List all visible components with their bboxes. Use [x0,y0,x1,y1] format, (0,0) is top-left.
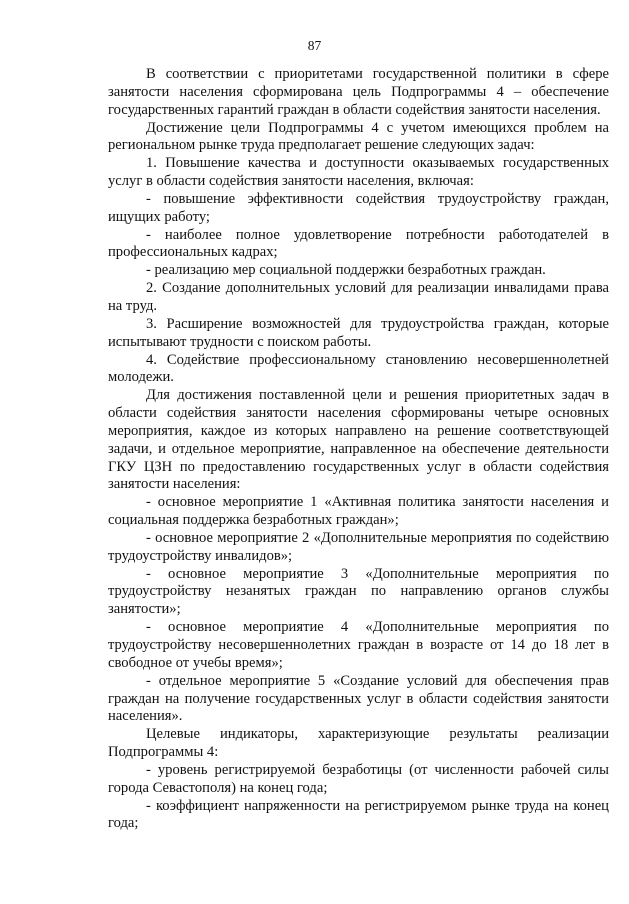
paragraph-tasks-intro: Достижение цели Подпрограммы 4 с учетом имеющихся проблем на региональном рынке труда предполагает решение следующих задач: [108,119,609,154]
task-1: 1. Повышение качества и доступности оказываемых государственных услуг в области содействия занятости населения, включая: [108,155,609,190]
measure-1: - основное мероприятие 1 «Активная политика занятости населения и социальная поддержка безработных граждан»; [108,494,609,529]
paragraph-indicators-intro: Целевые индикаторы, характеризующие результаты реализации Подпрограммы 4: [108,726,609,761]
page-number: 87 [307,38,322,53]
indicator-2: - коэффициент напряженности на регистрируемом рынке труда на конец года; [108,797,609,832]
task-3: 3. Расширение возможностей для трудоустройства граждан, которые испытывают трудности с поиском работы. [108,315,609,350]
task-1-item-2: - наиболее полное удовлетворение потребности работодателей в профессиональных кадрах; [108,226,609,261]
document-body [108,66,609,833]
paragraph-measures-intro: Для достижения поставленной цели и решения приоритетных задач в области содействия занятости населения сформированы четыре основных мероприятия, каждое из которых направлено на решение соответствующей задачи, и отдельное мероприятие, направленное на обеспечение деятельности ГКУ ЦЗН по предоставлению государственных услуг в области содействия занятости населения: [108,387,609,493]
measure-4: - основное мероприятие 4 «Дополнительные мероприятия по трудоустройству несовершеннолетних граждан в возрасте от 14 до 18 лет в свободное от учебы время»; [108,619,609,671]
task-2: 2. Создание дополнительных условий для реализации инвалидами права на труд. [108,280,609,314]
measure-3: - основное мероприятие 3 «Дополнительные мероприятия по трудоустройству незанятых граждан по направлению органов службы занятости»; [108,565,609,618]
task-4: 4. Содействие профессиональному становлению несовершеннолетней молодежи. [108,351,609,386]
paragraph-goal: В соответствии с приоритетами государственной политики в сфере занятости населения сформирована цель Подпрограммы 4 – обеспечение государственных гарантий граждан в области содействия занятости населения. [108,66,609,118]
measure-5: - отдельное мероприятие 5 «Создание условий для обеспечения прав граждан на получение государственных услуг в области содействия занятости населения». [108,672,609,725]
indicator-1: - уровень регистрируемой безработицы (от численности рабочей силы города Севастополя) на конец года; [108,761,609,796]
measure-2: - основное мероприятие 2 «Дополнительные мероприятия по содействию трудоустройству инвалидов»; [108,529,609,564]
task-1-item-1: - повышение эффективности содействия трудоустройству граждан, ищущих работу; [108,190,609,225]
task-1-item-3: - реализацию мер социальной поддержки безработных граждан. [146,262,546,279]
